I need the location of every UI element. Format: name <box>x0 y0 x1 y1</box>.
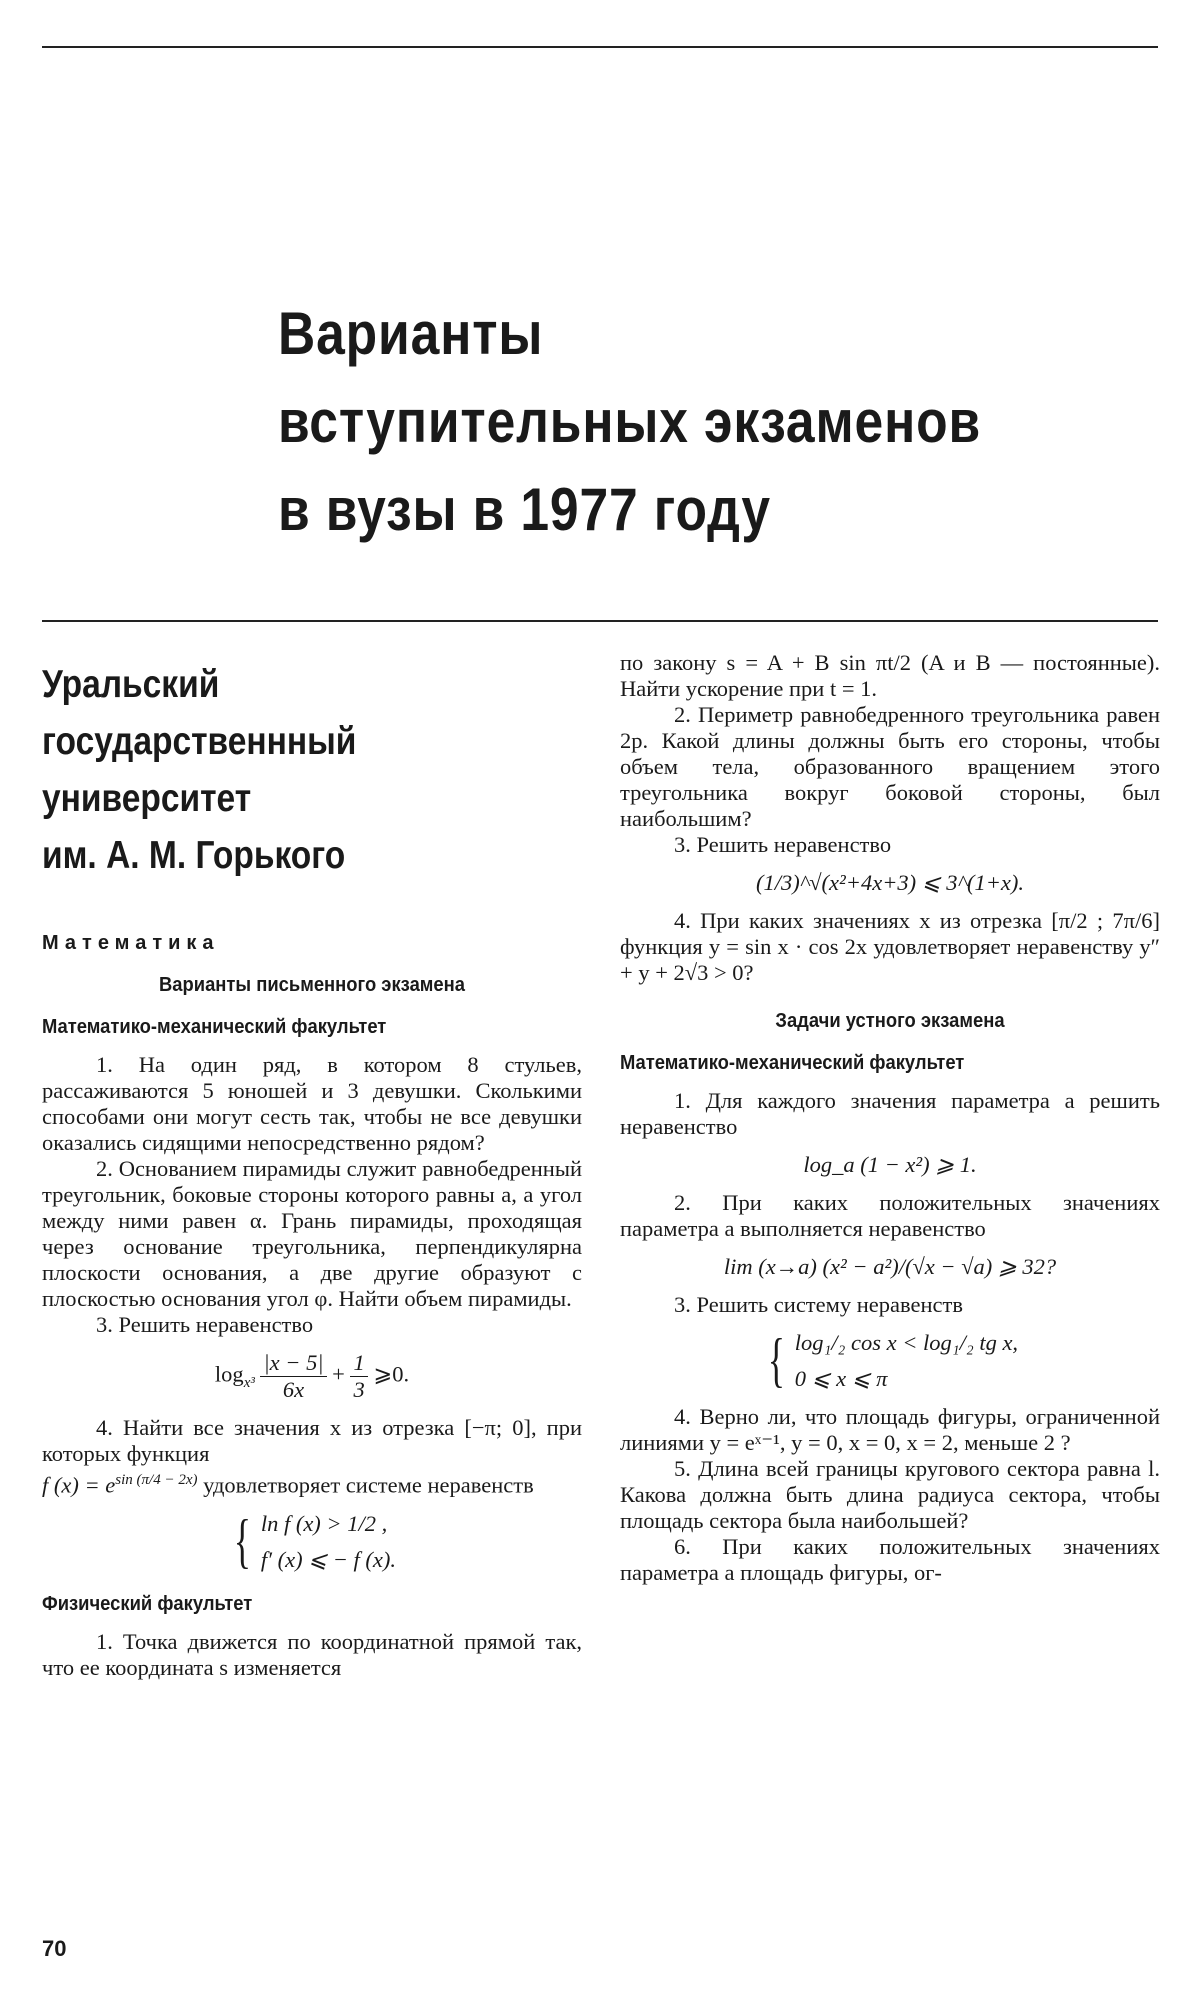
faculty-heading-phys: Физический факультет <box>42 1592 253 1615</box>
university-line-2: государственнный <box>42 720 357 763</box>
system-1-row-2: f′ (x) ⩽ − f (x). <box>260 1546 396 1572</box>
faculty-heading-mm: Математико-механический факультет <box>42 1016 387 1038</box>
function-exponent: sin (π/4 − 2x) <box>115 1472 198 1488</box>
fraction-1-den: 6x <box>260 1376 326 1403</box>
title-line-2: вступительных экзаменов <box>278 388 982 455</box>
formula-system-2 <box>620 1327 1160 1393</box>
fraction-1 <box>260 1350 326 1403</box>
right-column <box>620 650 1160 1586</box>
oral-problem-6: 6. При каких положительных значениях параметра a площадь фигуры, ог- <box>620 1534 1160 1585</box>
left-column <box>42 650 582 1681</box>
function-fx: f (x) = e <box>42 1472 116 1498</box>
fraction-1-num: |x − 5| <box>263 1350 324 1375</box>
problem-2: 2. Основанием пирамиды служит равнобедренный треугольник, боковые стороны которого равны a, а угол между ними равен α. Грань пирамиды, проходящая через основание треугольника, перпендикулярна плоскости основания, а две другие образуют с плоскостью основания угол φ. Найти объем пирамиды. <box>42 1156 582 1311</box>
formula-system-1 <box>42 1507 582 1574</box>
system-1-row-1: ln f (x) > 1/2 , <box>260 1510 388 1536</box>
log-symbol: log <box>214 1361 244 1387</box>
log-base: x³ <box>243 1375 255 1392</box>
title-line-1: Варианты <box>278 300 544 367</box>
brace-icon: { <box>233 1507 252 1574</box>
oral-problem-2: 2. При каких положительных значениях параметра a выполняется неравенство <box>620 1190 1160 1241</box>
university-heading <box>42 656 582 884</box>
oral-problem-1: 1. Для каждого значения параметра a решить неравенство <box>620 1088 1160 1139</box>
plus-sign: + <box>332 1361 345 1387</box>
top-rule <box>42 46 1158 48</box>
university-line-4: им. А. М. Горького <box>42 834 346 877</box>
section-rule <box>42 620 1158 622</box>
article-title <box>278 290 1138 554</box>
written-exam-heading: Варианты письменного экзамена <box>158 974 466 996</box>
system-2-row-1: log₁/₂ cos x < log₁/₂ tg x, <box>794 1330 1019 1355</box>
inequality-tail: ⩾0. <box>373 1361 410 1387</box>
fraction-2-num: 1 <box>353 1350 365 1375</box>
system-1 <box>228 1507 396 1574</box>
system-1-rows <box>261 1511 396 1573</box>
brace-icon: { <box>767 1327 785 1393</box>
problem-3: 3. Решить неравенство <box>96 1312 314 1337</box>
phys-problem-1: 1. Точка движется по координатной прямой так, что ее координата s изменяется <box>42 1628 582 1680</box>
system-2-rows <box>795 1330 1018 1392</box>
problem-4-tail: удовлетворяет системе неравенств <box>203 1472 534 1498</box>
formula-log-a: log_a (1 − x²) ⩾ 1. <box>803 1152 977 1177</box>
university-line-3: университет <box>42 777 252 820</box>
faculty-heading-mm-oral: Математико-механический факультет <box>620 1052 965 1074</box>
phys-problem-3: 3. Решить неравенство <box>674 832 892 857</box>
fraction-2-den: 3 <box>350 1376 367 1403</box>
oral-problem-5: 5. Длина всей границы кругового сектора равна l. Какова должна быть длина радиуса сектора, чтобы площадь сектора была наибольшей? <box>620 1456 1160 1533</box>
phys-problem-1-continued: по закону s = A + B sin πt/2 (A и B — постоянные). Найти ускорение при t = 1. <box>620 650 1160 701</box>
phys-problem-4: 4. При каких значениях x из отрезка [π/2 ; 7π/6] функция y = sin x · cos 2x удовлетворяет неравенству y″ + y + 2√3 > 0? <box>620 908 1160 985</box>
subject-heading: Математика <box>42 932 220 954</box>
system-2-row-2: 0 ⩽ x ⩽ π <box>794 1366 888 1391</box>
oral-problem-3: 3. Решить систему неравенств <box>674 1292 963 1317</box>
page-number: 70 <box>42 1936 67 1961</box>
problem-4: 4. Найти все значения x из отрезка [−π; 0], при которых функция <box>42 1415 582 1466</box>
title-line-3: в вузы в 1977 году <box>278 476 771 543</box>
system-2 <box>762 1327 1019 1393</box>
oral-exam-heading: Задачи устного экзамена <box>775 1010 1005 1032</box>
fraction-2 <box>350 1350 367 1403</box>
formula-log-inequality <box>42 1350 582 1403</box>
university-line-1: Уральский <box>42 663 220 706</box>
problem-1: 1. На один ряд, в котором 8 стульев, рассаживаются 5 юношей и 3 девушки. Сколькими способами они могут сесть так, чтобы не все девушки оказались сидящими непосредственно рядом? <box>42 1052 582 1155</box>
problem-4-function <box>42 1467 582 1499</box>
phys-problem-2: 2. Периметр равнобедренного треугольника равен 2p. Какой длины должны быть его стороны, чтобы объем тела, образованного вращением этого треугольника вокруг боковой стороны, был наибольшим? <box>620 702 1160 831</box>
formula-exp-inequality: (1/3)^√(x²+4x+3) ⩽ 3^(1+x). <box>755 870 1025 895</box>
oral-problem-4: 4. Верно ли, что площадь фигуры, ограниченной линиями y = eˣ⁻¹, y = 0, x = 0, x = 2, меньше 2 ? <box>620 1404 1160 1455</box>
formula-limit: lim (x→a) (x² − a²)/(√x − √a) ⩾ 32? <box>723 1254 1057 1279</box>
